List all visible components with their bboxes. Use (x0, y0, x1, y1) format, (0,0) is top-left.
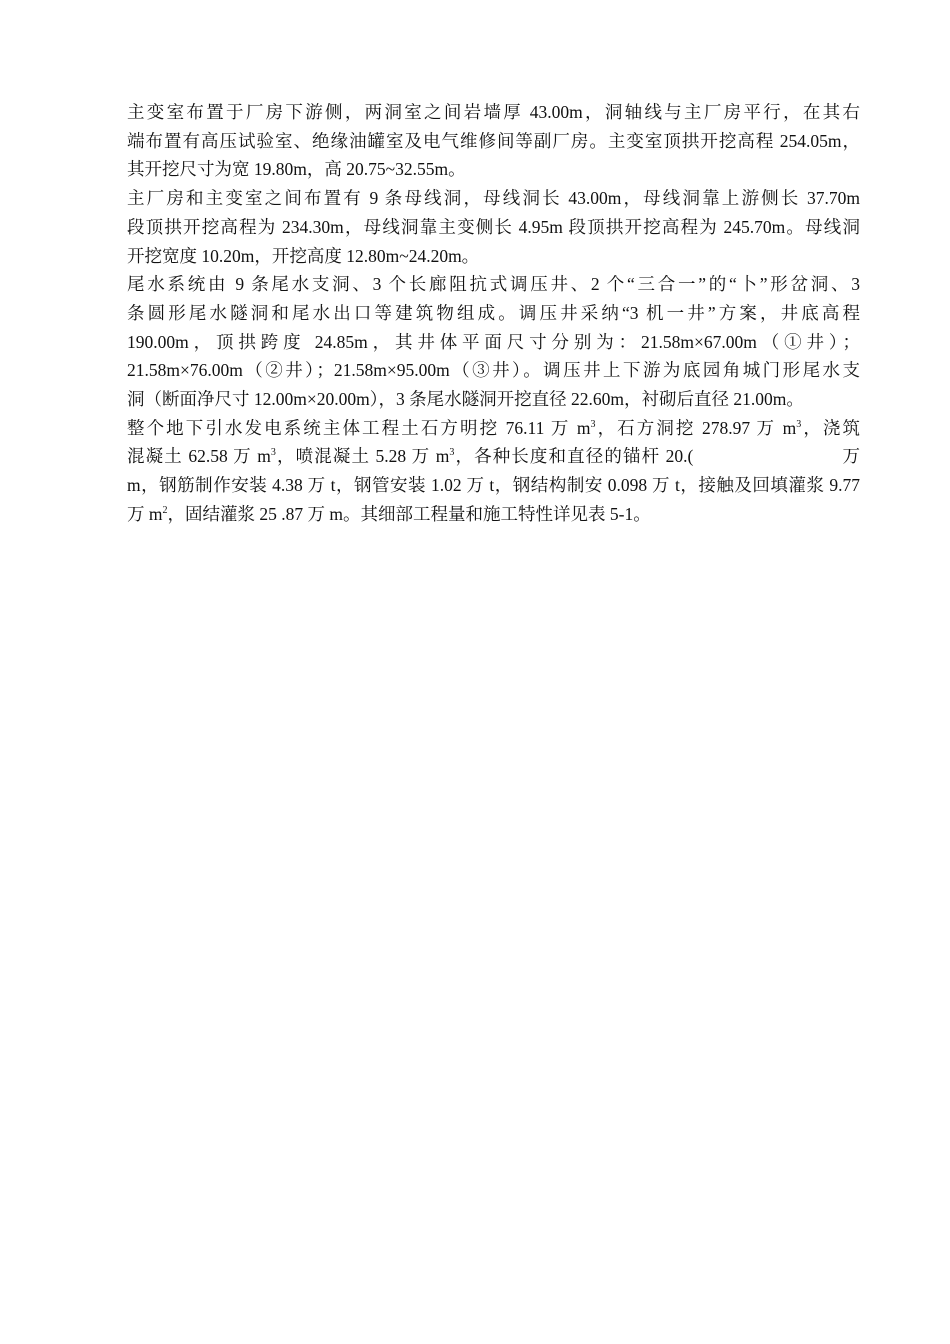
superscript: 3 (590, 418, 596, 430)
text-run: ，浇筑 (801, 417, 860, 438)
paragraph-tailwater-system (90, 270, 860, 414)
document-page (90, 98, 860, 529)
superscript: 2 (162, 504, 168, 516)
text-line: 洞（断面净尺寸 12.00m×20.00m），3 条尾水隧洞开挖直径 22.60m，衬砌后直径 21.00m。 (127, 389, 804, 410)
text-line (90, 442, 860, 471)
text-run: ，固结灌浆 25 .87 万 m。其细部工程量和施工特性详见表 5-1。 (167, 503, 651, 524)
text-run: ，各种长度和直径的锚杆 20.( (454, 446, 694, 467)
text-line: 尾水系统由 9 条尾水支洞、3 个长廊阻抗式调压井、2 个“三合一”的“卜”形岔洞、3 (127, 274, 860, 295)
paragraph-busbar-tunnels (90, 184, 860, 270)
paragraph-quantities (90, 414, 860, 529)
text-line (90, 414, 860, 443)
text-run: ，喷混凝土 5.28 万 m (275, 446, 450, 467)
text-line: 开挖宽度 10.20m，开挖高度 12.80m~24.20m。 (127, 245, 480, 266)
superscript: 3 (449, 447, 455, 459)
paragraph-main-transformer-room (90, 98, 860, 184)
text-line: 190.00m，顶拱跨度 24.85m，其井体平面尺寸分别为：21.58m×67.00m（①井）； (127, 331, 860, 352)
redaction-mask (693, 445, 841, 465)
text-run: ，石方洞挖 278.97 万 m (595, 417, 797, 438)
text-line: 21.58m×76.00m（②井）；21.58m×95.00m（③井）。调压井上下游为底园角城门形尾水支 (127, 360, 860, 381)
text-line: 段顶拱开挖高程为 234.30m，母线洞靠主变侧长 4.95m 段顶拱开挖高程为 245.70m。母线洞 (127, 216, 860, 237)
superscript: 3 (270, 447, 276, 459)
text-line (90, 500, 860, 529)
text-line: 端布置有高压试验室、绝缘油罐室及电气维修间等副厂房。主变室顶拱开挖高程 254.05m， (127, 130, 860, 151)
text-run: 万 m (127, 503, 163, 524)
text-run: 混凝土 62.58 万 m (127, 446, 271, 467)
text-run: 整个地下引水发电系统主体工程土石方明挖 76.11 万 m (127, 417, 591, 438)
text-line: m，钢筋制作安装 4.38 万 t，钢管安装 1.02 万 t，钢结构制安 0.098 万 t，接触及回填灌浆 9.77 (127, 475, 860, 496)
text-line: 条圆形尾水隧洞和尾水出口等建筑物组成。调压井采纳“3 机一井”方案，井底高程 (127, 302, 860, 323)
text-line: 主变室布置于厂房下游侧，两洞室之间岩墙厚 43.00m，洞轴线与主厂房平行，在其右 (127, 102, 860, 122)
superscript: 3 (796, 418, 802, 430)
text-line: 主厂房和主变室之间布置有 9 条母线洞，母线洞长 43.00m，母线洞靠上游侧长 37.70m (127, 188, 860, 209)
text-run: 万 (841, 446, 860, 467)
text-line: 其开挖尺寸为宽 19.80m，高 20.75~32.55m。 (127, 159, 466, 180)
